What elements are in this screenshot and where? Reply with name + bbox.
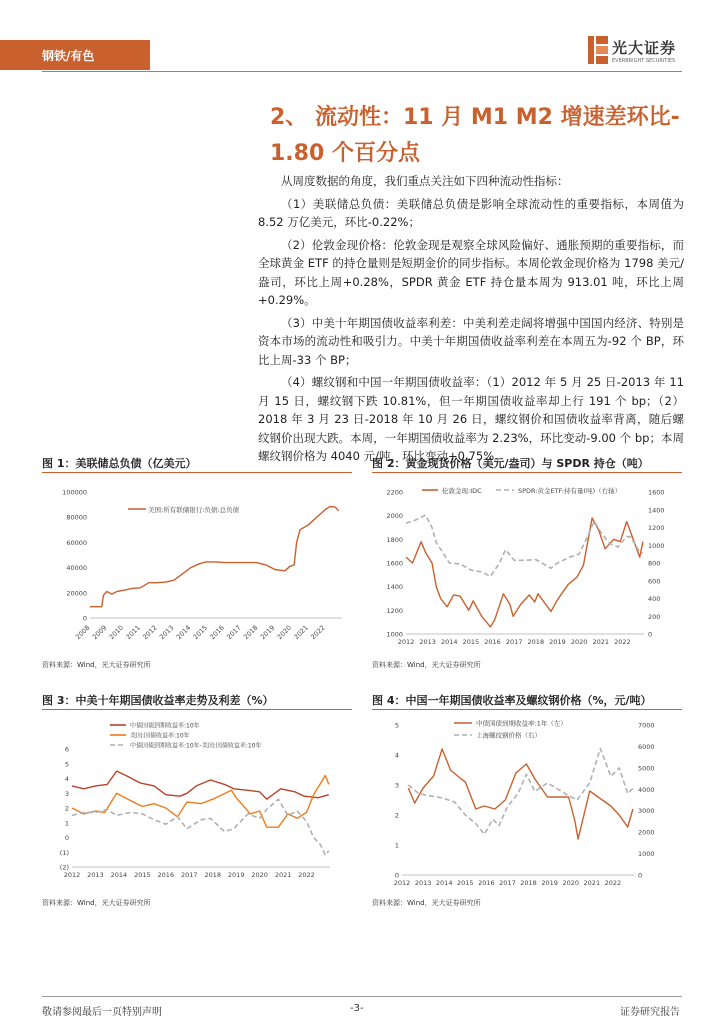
y-tick-label: 1 (64, 819, 69, 828)
x-tick-label: 2019 (258, 623, 277, 642)
y-right-tick-label: 2000 (638, 828, 655, 837)
x-tick-label: 2016 (157, 871, 175, 879)
series-line (72, 799, 329, 855)
report-type: 证券研究报告 (620, 1007, 680, 1018)
y-tick-label: (2) (59, 863, 69, 872)
x-tick-label: 2022 (309, 623, 327, 642)
x-tick-label: 2014 (110, 871, 128, 879)
x-tick-label: 2022 (614, 638, 631, 646)
x-tick-label: 2012 (397, 638, 415, 646)
x-tick-label: 2013 (414, 879, 432, 887)
y-tick-label: 4 (394, 751, 399, 760)
header-divider (42, 71, 682, 72)
x-tick-label: 2018 (204, 871, 222, 879)
y-right-tick-label: 1600 (648, 488, 665, 497)
series-line (90, 507, 339, 607)
legend-label: 中债国债到期收益率:10年-美国:国债收益率:10年 (130, 742, 262, 750)
body-text (258, 172, 684, 470)
x-tick-label: 2017 (499, 879, 516, 887)
x-tick-label: 2012 (63, 871, 81, 879)
company-logo (588, 36, 688, 70)
x-tick-label: 2015 (191, 623, 210, 642)
legend-label: 中债国债到期收益率:1年（左） (476, 719, 567, 728)
x-tick-label: 2013 (87, 871, 104, 879)
y-tick-label: (1) (59, 848, 69, 857)
figure-3-source: 资料来源：Wind，光大证券研究所 (42, 899, 151, 907)
y-right-tick-label: 4000 (638, 785, 655, 794)
x-tick-label: 2012 (393, 879, 411, 887)
y-tick-label: 6 (64, 745, 69, 754)
figure-1-source: 资料来源：Wind，光大证券研究所 (42, 661, 151, 669)
y-tick-label: 40000 (66, 564, 87, 573)
x-tick-label: 2014 (174, 623, 193, 642)
series-line (72, 771, 329, 799)
x-tick-label: 2013 (419, 638, 436, 646)
x-tick-label: 2009 (90, 623, 109, 642)
y-tick-label: 60000 (66, 538, 87, 547)
x-tick-label: 2022 (604, 879, 622, 887)
y-tick-label: 1600 (386, 559, 403, 568)
legend-label: 美国:所有联储银行:负债:总负债 (148, 506, 240, 514)
y-tick-label: 3 (64, 789, 69, 798)
x-tick-label: 2021 (292, 623, 310, 642)
x-tick-label: 2014 (435, 879, 453, 887)
logo-mark-icon (588, 36, 608, 64)
y-right-tick-label: 3000 (638, 807, 655, 816)
x-tick-label: 2021 (583, 879, 601, 887)
x-tick-label: 2011 (124, 623, 142, 642)
figure-4-source: 资料来源：Wind，光大证券研究所 (372, 899, 481, 907)
figure-3-chart (42, 715, 354, 895)
x-tick-label: 2021 (592, 638, 610, 646)
logo-name: 光大证券 (612, 39, 677, 57)
x-tick-label: 2013 (158, 623, 176, 642)
x-tick-label: 2017 (505, 638, 523, 646)
x-tick-label: 2016 (484, 638, 501, 646)
legend-label: 上海螺纹钢价格（右） (476, 731, 541, 740)
x-tick-label: 2018 (242, 623, 260, 642)
y-tick-label: 2200 (386, 488, 403, 497)
page-number: -3- (350, 1003, 364, 1014)
y-right-tick-label: 5000 (638, 764, 655, 773)
y-right-tick-label: 200 (648, 612, 661, 621)
figure-2-chart (372, 478, 684, 650)
y-tick-label: 80000 (66, 513, 87, 522)
legend-label: 伦敦金现:IDC (442, 487, 482, 495)
paragraph: （2）伦敦金现价格：伦敦金现是观察全球风险偏好、通胀预期的重要指标，而全球黄金 ETF 的持仓量则是短期金价的同步指标。本周伦敦金现价格为 1798 美元/盎司，环比上周+0.28%，SPDR 黄金 ETF 持仓量本周为 913.01 吨，环比上周+0.29%。 (258, 237, 684, 307)
y-right-tick-label: 1200 (648, 524, 665, 532)
y-right-tick-label: 6000 (638, 742, 655, 751)
legend-label: 中债国债到期收益率:10年 (130, 722, 200, 730)
x-tick-label: 2016 (478, 879, 495, 887)
y-tick-label: 1400 (386, 583, 403, 592)
series-line (408, 749, 633, 835)
x-tick-label: 2018 (527, 638, 545, 646)
x-tick-label: 2012 (141, 623, 159, 642)
y-tick-label: 0 (394, 871, 399, 880)
y-tick-label: 0 (64, 834, 69, 842)
y-right-tick-label: 400 (648, 595, 661, 603)
y-right-tick-label: 0 (648, 630, 653, 639)
logo-en: EVERBRIGHT SECURITIES (612, 58, 676, 64)
x-tick-label: 2008 (74, 623, 92, 642)
figure-1-title: 图 1：美联储总负债（亿美元） (42, 457, 197, 470)
y-tick-label: 1800 (386, 535, 403, 544)
section-title-line1: 2、 流动性：11 月 M1 M2 增速差环比- (270, 105, 680, 130)
y-tick-label: 1200 (386, 606, 403, 615)
x-tick-label: 2018 (520, 879, 537, 887)
paragraph: （1）美联储总负债：美联储总负债是影响全球流动性的重要指标，本周值为 8.52 万亿美元，环比-0.22%； (258, 196, 684, 229)
x-tick-label: 2010 (107, 623, 126, 642)
y-tick-label: 100000 (62, 488, 87, 497)
figure-4-chart (372, 715, 684, 895)
x-tick-label: 2015 (134, 871, 151, 879)
x-tick-label: 2015 (456, 879, 474, 887)
figure-2-title: 图 2：黄金现货价格（美元/盎司）与 SPDR 持仓（吨） (372, 457, 649, 470)
figure-2-source: 资料来源：Wind，光大证券研究所 (372, 661, 481, 669)
paragraph: （3）中美十年期国债收益率利差：中美利差走阔将增强中国国内经济、特别是资本市场的流动性和吸引力。中美十年期国债收益率利差在本周五为-92 个 BP，环比上周-33 个 BP； (258, 315, 684, 367)
legend-label: 美国:国债收益率:10年 (130, 732, 190, 740)
x-tick-label: 2019 (227, 871, 245, 879)
y-right-tick-label: 800 (648, 559, 661, 568)
x-tick-label: 2020 (275, 623, 294, 642)
y-right-tick-label: 0 (638, 871, 643, 880)
y-tick-label: 0 (82, 614, 87, 623)
x-tick-label: 2014 (440, 638, 458, 646)
y-tick-label: 5 (394, 721, 399, 730)
x-tick-label: 2015 (462, 638, 480, 646)
section-tag-label: 钢铁/有色 (42, 49, 95, 63)
section-tag (0, 40, 150, 70)
y-tick-label: 4 (64, 775, 69, 783)
section-title-line2: 1.80 个百分点 (270, 141, 420, 166)
x-tick-label: 2017 (225, 623, 243, 642)
section-title (270, 100, 690, 172)
figure-4-rule (372, 709, 682, 710)
y-tick-label: 5 (64, 760, 69, 769)
footer-disclaimer: 敬请参阅最后一页特别声明 (42, 1007, 162, 1018)
series-line (406, 518, 643, 627)
x-tick-label: 2020 (570, 638, 588, 646)
y-tick-label: 2000 (386, 512, 403, 521)
x-tick-label: 2021 (274, 871, 292, 879)
x-tick-label: 2016 (208, 623, 226, 642)
y-tick-label: 1 (394, 841, 399, 850)
y-tick-label: 1000 (386, 630, 403, 639)
x-tick-label: 2019 (541, 879, 558, 887)
figure-1-rule (42, 472, 352, 473)
figure-2-rule (372, 472, 682, 473)
y-right-tick-label: 1000 (638, 850, 655, 859)
figure-4-title: 图 4：中国一年期国债收益率及螺纹钢价格（%，元/吨） (372, 694, 652, 707)
figure-3-rule (42, 709, 352, 710)
legend-label: SPDR:黄金ETF:持有量(吨)（右轴） (518, 487, 622, 495)
figure-1-chart (42, 478, 354, 650)
y-tick-label: 2 (64, 804, 69, 813)
x-tick-label: 2020 (251, 871, 268, 879)
series-line (408, 749, 633, 839)
y-tick-label: 20000 (66, 589, 87, 598)
y-tick-label: 3 (394, 781, 399, 790)
y-right-tick-label: 600 (648, 577, 661, 586)
paragraph: 从周度数据的角度，我们重点关注如下四种流动性指标： (281, 174, 569, 188)
footer-divider (42, 996, 682, 997)
x-tick-label: 2022 (298, 871, 315, 879)
y-right-tick-label: 1400 (648, 506, 665, 515)
y-right-tick-label: 1000 (648, 541, 665, 550)
y-right-tick-label: 7000 (638, 721, 655, 730)
x-tick-label: 2019 (549, 638, 566, 646)
x-tick-label: 2017 (180, 871, 198, 879)
y-tick-label: 2 (394, 811, 399, 820)
x-tick-label: 2020 (562, 879, 580, 887)
figure-3-title: 图 3：中美十年期国债收益率走势及利差（%） (42, 694, 274, 707)
paragraph: （4）螺纹钢和中国一年期国债收益率：（1）2012 年 5 月 25 日-2013 年 11 月 15 日，螺纹钢下跌 10.81%，但一年期国债收益率却上行 191 个 bp；（2）2018 年 3 月 23 日-2018 年 10 月 26 日，螺纹钢价和国债收益率背离，随后螺纹钢价出现大跌。本周，一年期国债收益率为 2.23%，环比变动-9.00 个 bp；本周螺纹钢价格为 4040 元/吨，环比变动+0.75%。 (258, 375, 684, 463)
